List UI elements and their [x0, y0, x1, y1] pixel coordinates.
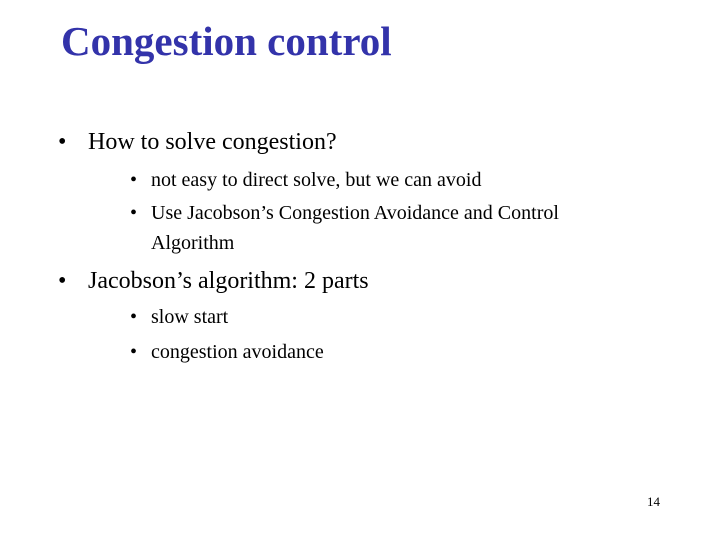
sub-bullet-text: congestion avoidance — [151, 341, 324, 363]
sub-bullet-text: slow start — [151, 306, 229, 328]
bullet-icon: • — [58, 129, 67, 155]
sub-bullet-line-2: Algorithm — [151, 232, 235, 254]
bullet-text: How to solve congestion? — [88, 129, 337, 155]
bullet-icon: • — [130, 202, 138, 224]
slide-title: Congestion control — [61, 18, 392, 64]
bullet-icon: • — [58, 268, 67, 294]
bullet-text: Jacobson’s algorithm: 2 parts — [88, 268, 369, 294]
sub-bullet-text — [151, 198, 559, 258]
sub-bullet-text: not easy to direct solve, but we can avoid — [151, 169, 482, 191]
sub-bullet-line-1: Use Jacobson’s Congestion Avoidance and Control — [151, 202, 559, 224]
bullet-icon: • — [130, 169, 138, 191]
bullet-icon: • — [130, 341, 138, 363]
bullet-icon: • — [130, 306, 138, 328]
page-number: 14 — [647, 494, 660, 509]
